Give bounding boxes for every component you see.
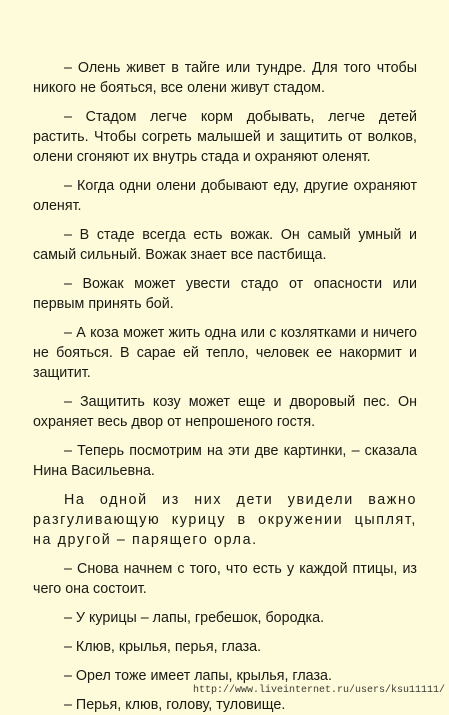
paragraph-1: – Олень живет в тайге или тундре. Для того чтобы никого не бояться, все олени живут стадом. [33,60,417,96]
paragraph-2: – Стадом легче корм добывать, легче детей растить. Чтобы согреть малышей и защитить от волков, олени сгоняют их внутрь стада и охраняют оленят. [33,109,417,165]
paragraph-7: – Защитить козу может еще и дворовый пес. Он охраняет весь двор от непрошеного гостя. [33,394,417,430]
paragraph-6: – А коза может жить одна или с козлятками и ничего не бояться. В сарае ей тепло, человек ее накормит и защитит. [33,325,417,381]
paragraph-14: – Перья, клюв, голову, туловище. [64,697,286,713]
paragraph-8: – Теперь посмотрим на эти две картинки, – сказала Нина Васильевна. [33,443,417,479]
paragraph-11: – У курицы – лапы, гребешок, бородка. [64,610,325,626]
paragraph-3: – Когда одни олени добывают еду, другие охраняют оленят. [33,178,417,214]
page-text [33,58,417,715]
paragraph-5: – Вожак может увести стадо от опасности или первым принять бой. [33,276,417,312]
paragraph-10: – Снова начнем с того, что есть у каждой птицы, из чего она состоит. [33,561,417,597]
paragraph-9: На одной из них дети увидели важно разгуливающую курицу в окружении цыплят, на другой – парящего орла. [33,492,417,548]
paragraph-4: – В стаде всегда есть вожак. Он самый умный и самый сильный. Вожак знает все пастбища. [33,227,417,263]
paragraph-12: – Клюв, крылья, перья, глаза. [64,639,262,655]
watermark-url: http://www.liveinternet.ru/users/ksu11111/ [192,685,445,696]
paragraph-13: – Орел тоже имеет лапы, крылья, глаза. [64,668,332,684]
